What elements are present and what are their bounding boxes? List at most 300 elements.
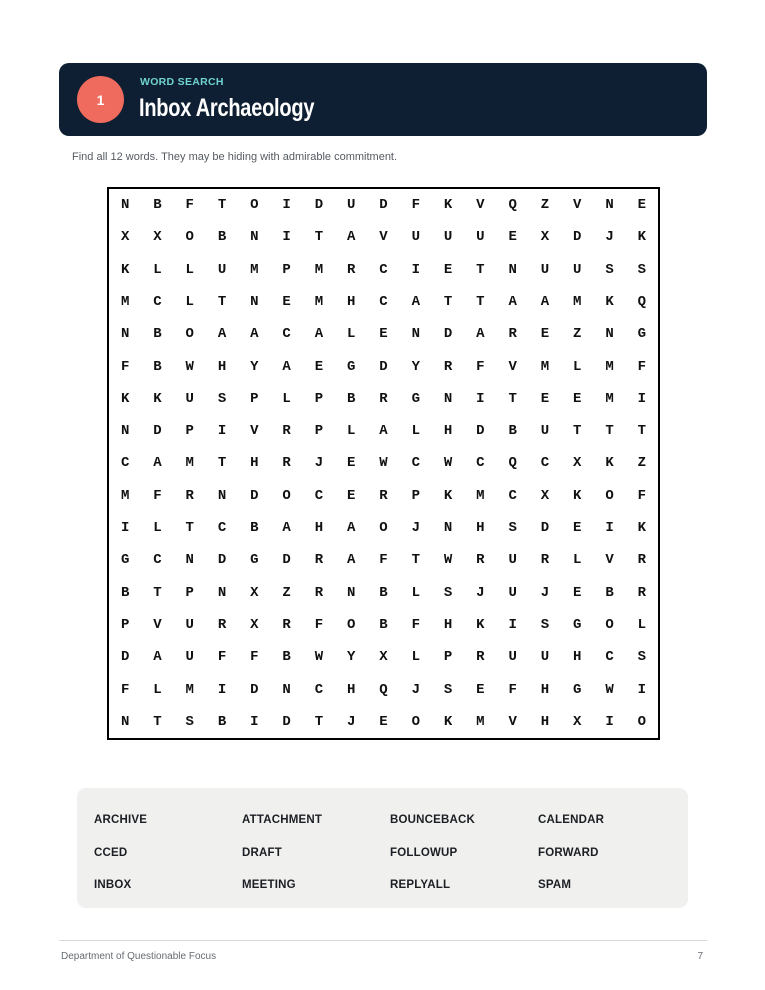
- grid-cell[interactable]: L: [185, 294, 194, 311]
- grid-cell[interactable]: O: [250, 197, 259, 214]
- grid-cell[interactable]: N: [411, 326, 420, 343]
- word-list-item: CCED: [94, 846, 128, 859]
- grid-cell[interactable]: U: [540, 261, 550, 278]
- grid-cell[interactable]: C: [153, 552, 162, 569]
- grid-cell[interactable]: V: [508, 713, 517, 730]
- grid-cell[interactable]: Z: [573, 326, 582, 343]
- grid-cell[interactable]: B: [379, 616, 388, 633]
- grid-cell[interactable]: T: [217, 455, 227, 472]
- grid-cell[interactable]: O: [379, 520, 388, 537]
- grid-cell[interactable]: H: [540, 681, 550, 698]
- grid-cell[interactable]: M: [605, 390, 614, 407]
- grid-cell[interactable]: C: [476, 455, 485, 472]
- grid-cell[interactable]: U: [573, 261, 582, 278]
- grid-cell[interactable]: E: [443, 261, 453, 278]
- grid-cell[interactable]: D: [153, 423, 162, 440]
- grid-cell[interactable]: P: [185, 423, 194, 440]
- grid-cell[interactable]: O: [282, 487, 291, 504]
- grid-cell[interactable]: L: [153, 681, 162, 698]
- grid-cell[interactable]: M: [476, 487, 485, 504]
- grid-cell[interactable]: N: [250, 294, 259, 311]
- grid-cell[interactable]: P: [185, 584, 194, 601]
- grid-cell[interactable]: J: [314, 455, 324, 472]
- grid-cell[interactable]: K: [605, 294, 614, 311]
- word-list-item: ARCHIVE: [94, 814, 148, 826]
- grid-cell[interactable]: C: [411, 455, 420, 472]
- grid-cell[interactable]: M: [185, 681, 194, 698]
- grid-cell[interactable]: N: [346, 584, 356, 601]
- grid-cell[interactable]: C: [314, 487, 324, 504]
- grid-cell[interactable]: U: [508, 584, 517, 601]
- grid-cell[interactable]: D: [217, 552, 227, 569]
- grid-cell[interactable]: Y: [346, 649, 356, 666]
- grid-cell[interactable]: U: [443, 229, 453, 246]
- grid-cell[interactable]: Y: [411, 358, 420, 375]
- grid-cell[interactable]: S: [217, 390, 227, 407]
- grid-cell[interactable]: K: [120, 390, 130, 407]
- grid-cell[interactable]: G: [573, 681, 582, 698]
- grid-cell[interactable]: E: [540, 326, 550, 343]
- grid-cell[interactable]: L: [411, 649, 420, 666]
- grid-cell[interactable]: K: [443, 487, 453, 504]
- grid-cell[interactable]: T: [637, 423, 647, 440]
- grid-cell[interactable]: W: [314, 649, 324, 666]
- grid-cell[interactable]: N: [282, 681, 291, 698]
- grid-cell[interactable]: T: [411, 552, 420, 569]
- grid-cell[interactable]: R: [314, 552, 324, 569]
- grid-cell[interactable]: C: [379, 294, 388, 311]
- grid-cell[interactable]: N: [605, 326, 614, 343]
- grid-cell[interactable]: I: [637, 681, 647, 698]
- word-list-item: FORWARD: [538, 846, 599, 859]
- grid-cell[interactable]: U: [508, 552, 517, 569]
- grid-cell[interactable]: E: [508, 229, 517, 246]
- grid-cell[interactable]: V: [250, 423, 259, 440]
- grid-cell[interactable]: F: [314, 616, 324, 633]
- grid-cell[interactable]: B: [282, 649, 291, 666]
- grid-cell[interactable]: A: [153, 649, 162, 666]
- grid-cell[interactable]: E: [346, 455, 356, 472]
- grid-cell[interactable]: J: [540, 584, 550, 601]
- grid-cell[interactable]: G: [120, 552, 130, 569]
- grid-cell[interactable]: I: [476, 390, 485, 407]
- grid-cell[interactable]: A: [346, 229, 356, 246]
- grid-cell[interactable]: B: [217, 713, 227, 730]
- grid-cell[interactable]: C: [379, 261, 388, 278]
- grid-cell[interactable]: S: [185, 713, 194, 730]
- grid-cell[interactable]: U: [540, 649, 550, 666]
- grid-cell[interactable]: T: [476, 294, 485, 311]
- section-kicker: WORD SEARCH: [140, 76, 224, 88]
- grid-cell[interactable]: E: [282, 294, 291, 311]
- grid-cell[interactable]: R: [476, 552, 485, 569]
- grid-cell[interactable]: U: [476, 229, 485, 246]
- grid-cell[interactable]: C: [605, 649, 614, 666]
- grid-cell[interactable]: U: [540, 423, 550, 440]
- grid-cell[interactable]: C: [217, 520, 227, 537]
- grid-cell[interactable]: N: [217, 584, 227, 601]
- grid-cell[interactable]: X: [250, 584, 259, 601]
- grid-cell[interactable]: N: [185, 552, 194, 569]
- grid-cell[interactable]: I: [282, 229, 291, 246]
- grid-cell[interactable]: V: [379, 229, 388, 246]
- grid-cell[interactable]: F: [120, 681, 130, 698]
- grid-cell[interactable]: M: [476, 713, 485, 730]
- grid-cell[interactable]: G: [250, 552, 259, 569]
- grid-cell[interactable]: A: [250, 326, 259, 343]
- grid-cell[interactable]: U: [411, 229, 420, 246]
- grid-cell[interactable]: D: [476, 423, 485, 440]
- grid-cell[interactable]: H: [250, 455, 259, 472]
- grid-cell[interactable]: B: [153, 197, 162, 214]
- grid-cell[interactable]: L: [573, 552, 582, 569]
- grid-cell[interactable]: E: [573, 390, 582, 407]
- grid-cell[interactable]: R: [346, 261, 356, 278]
- grid-cell[interactable]: O: [605, 487, 614, 504]
- grid-cell[interactable]: R: [282, 616, 291, 633]
- grid-cell[interactable]: U: [185, 649, 194, 666]
- grid-cell[interactable]: E: [379, 713, 388, 730]
- grid-cell[interactable]: S: [443, 681, 453, 698]
- grid-cell[interactable]: A: [153, 455, 162, 472]
- grid-cell[interactable]: F: [476, 358, 485, 375]
- grid-cell[interactable]: K: [637, 520, 647, 537]
- grid-cell[interactable]: R: [443, 358, 453, 375]
- grid-cell[interactable]: P: [314, 423, 324, 440]
- grid-cell[interactable]: T: [217, 197, 227, 214]
- grid-cell[interactable]: C: [120, 455, 130, 472]
- grid-cell[interactable]: B: [250, 520, 259, 537]
- grid-cell[interactable]: W: [443, 455, 453, 472]
- grid-cell[interactable]: R: [508, 326, 517, 343]
- grid-cell[interactable]: P: [314, 390, 324, 407]
- grid-cell[interactable]: Q: [379, 681, 388, 698]
- grid-cell[interactable]: K: [443, 197, 453, 214]
- grid-cell[interactable]: D: [443, 326, 453, 343]
- grid-cell[interactable]: H: [443, 423, 453, 440]
- grid-cell[interactable]: L: [282, 390, 291, 407]
- grid-cell[interactable]: I: [217, 681, 227, 698]
- grid-cell[interactable]: X: [153, 229, 162, 246]
- grid-cell[interactable]: F: [379, 552, 388, 569]
- grid-cell[interactable]: R: [379, 390, 388, 407]
- grid-cell[interactable]: W: [185, 358, 194, 375]
- grid-cell[interactable]: Z: [282, 584, 291, 601]
- word-list-item: BOUNCEBACK: [390, 814, 476, 826]
- grid-cell[interactable]: A: [476, 326, 485, 343]
- grid-cell[interactable]: D: [379, 197, 388, 214]
- grid-cell[interactable]: A: [508, 294, 517, 311]
- grid-cell[interactable]: F: [637, 358, 647, 375]
- grid-cell[interactable]: S: [540, 616, 550, 633]
- grid-cell[interactable]: X: [120, 229, 130, 246]
- grid-cell[interactable]: D: [250, 487, 259, 504]
- grid-cell[interactable]: F: [217, 649, 227, 666]
- grid-cell[interactable]: R: [637, 552, 647, 569]
- grid-cell[interactable]: T: [217, 294, 227, 311]
- grid-cell[interactable]: E: [314, 358, 324, 375]
- grid-cell[interactable]: A: [411, 294, 420, 311]
- grid-cell[interactable]: V: [508, 358, 517, 375]
- grid-cell[interactable]: H: [346, 681, 356, 698]
- grid-cell[interactable]: F: [637, 487, 647, 504]
- page-number: 7: [697, 951, 703, 962]
- grid-cell[interactable]: M: [540, 358, 550, 375]
- grid-cell[interactable]: S: [637, 261, 647, 278]
- grid-cell[interactable]: R: [282, 455, 291, 472]
- grid-cell[interactable]: N: [508, 261, 517, 278]
- grid-cell[interactable]: D: [120, 649, 130, 666]
- grid-cell[interactable]: R: [217, 616, 227, 633]
- grid-cell[interactable]: F: [153, 487, 162, 504]
- grid-cell[interactable]: Z: [540, 197, 550, 214]
- grid-cell[interactable]: P: [120, 616, 130, 633]
- grid-cell[interactable]: W: [443, 552, 453, 569]
- grid-cell[interactable]: M: [605, 358, 614, 375]
- grid-cell[interactable]: N: [120, 423, 130, 440]
- grid-cell[interactable]: V: [153, 616, 162, 633]
- grid-cell[interactable]: X: [250, 616, 259, 633]
- grid-cell[interactable]: I: [282, 197, 291, 214]
- grid-cell[interactable]: T: [476, 261, 485, 278]
- grid-cell[interactable]: D: [540, 520, 550, 537]
- grid-cell[interactable]: L: [411, 423, 420, 440]
- grid-cell[interactable]: T: [573, 423, 582, 440]
- grid-cell[interactable]: V: [605, 552, 614, 569]
- grid-cell[interactable]: O: [185, 326, 194, 343]
- grid-cell[interactable]: J: [476, 584, 485, 601]
- grid-cell[interactable]: I: [250, 713, 259, 730]
- grid-cell[interactable]: I: [605, 520, 614, 537]
- grid-cell[interactable]: T: [314, 713, 324, 730]
- grid-cell[interactable]: R: [379, 487, 388, 504]
- grid-cell[interactable]: I: [508, 616, 517, 633]
- grid-cell[interactable]: N: [250, 229, 259, 246]
- grid-cell[interactable]: C: [153, 294, 162, 311]
- grid-cell[interactable]: A: [379, 423, 388, 440]
- grid-cell[interactable]: R: [185, 487, 194, 504]
- grid-cell[interactable]: X: [540, 487, 550, 504]
- grid-cell[interactable]: U: [217, 261, 227, 278]
- grid-cell[interactable]: L: [153, 520, 162, 537]
- grid-cell[interactable]: D: [314, 197, 324, 214]
- grid-cell[interactable]: B: [379, 584, 388, 601]
- grid-cell[interactable]: I: [217, 423, 227, 440]
- grid-cell[interactable]: C: [282, 326, 291, 343]
- grid-cell[interactable]: O: [637, 713, 647, 730]
- grid-cell[interactable]: Q: [508, 455, 517, 472]
- grid-cell[interactable]: A: [314, 326, 324, 343]
- grid-cell[interactable]: B: [605, 584, 614, 601]
- grid-cell[interactable]: K: [605, 455, 614, 472]
- grid-cell[interactable]: O: [185, 229, 194, 246]
- grid-cell[interactable]: L: [411, 584, 420, 601]
- grid-cell[interactable]: I: [411, 261, 420, 278]
- grid-cell[interactable]: I: [120, 520, 130, 537]
- grid-cell[interactable]: M: [120, 487, 130, 504]
- grid-cell[interactable]: G: [573, 616, 582, 633]
- grid-cell[interactable]: C: [508, 487, 517, 504]
- grid-cell[interactable]: B: [120, 584, 130, 601]
- grid-cell[interactable]: F: [185, 197, 194, 214]
- grid-cell[interactable]: K: [637, 229, 647, 246]
- grid-cell[interactable]: B: [217, 229, 227, 246]
- grid-cell[interactable]: E: [573, 584, 582, 601]
- grid-cell[interactable]: L: [185, 261, 194, 278]
- grid-cell[interactable]: R: [314, 584, 324, 601]
- grid-cell[interactable]: S: [637, 649, 647, 666]
- grid-cell[interactable]: Q: [508, 197, 517, 214]
- grid-cell[interactable]: Z: [637, 455, 647, 472]
- grid-cell[interactable]: C: [540, 455, 550, 472]
- grid-cell[interactable]: T: [185, 520, 194, 537]
- grid-cell[interactable]: G: [637, 326, 647, 343]
- grid-cell[interactable]: E: [346, 487, 356, 504]
- grid-cell[interactable]: B: [508, 423, 517, 440]
- grid-cell[interactable]: H: [314, 520, 324, 537]
- grid-cell[interactable]: O: [346, 616, 356, 633]
- grid-cell[interactable]: H: [217, 358, 227, 375]
- grid-cell[interactable]: P: [282, 261, 291, 278]
- grid-cell[interactable]: F: [250, 649, 259, 666]
- grid-cell[interactable]: L: [573, 358, 582, 375]
- grid-cell[interactable]: R: [637, 584, 647, 601]
- grid-cell[interactable]: M: [573, 294, 582, 311]
- grid-cell[interactable]: J: [605, 229, 614, 246]
- grid-cell[interactable]: D: [282, 713, 291, 730]
- grid-cell[interactable]: O: [605, 616, 614, 633]
- grid-cell[interactable]: P: [411, 487, 420, 504]
- grid-cell[interactable]: J: [411, 681, 420, 698]
- grid-cell[interactable]: S: [443, 584, 453, 601]
- grid-cell[interactable]: G: [411, 390, 420, 407]
- grid-cell[interactable]: H: [476, 520, 485, 537]
- grid-cell[interactable]: K: [443, 713, 453, 730]
- grid-cell[interactable]: U: [346, 197, 356, 214]
- grid-cell[interactable]: D: [250, 681, 259, 698]
- grid-cell[interactable]: C: [314, 681, 324, 698]
- grid-cell[interactable]: F: [508, 681, 517, 698]
- grid-cell[interactable]: N: [120, 326, 130, 343]
- grid-cell[interactable]: B: [153, 326, 162, 343]
- grid-cell[interactable]: H: [540, 713, 550, 730]
- grid-cell[interactable]: E: [637, 197, 647, 214]
- grid-cell[interactable]: R: [282, 423, 291, 440]
- grid-cell[interactable]: Y: [250, 358, 259, 375]
- grid-cell[interactable]: E: [540, 390, 550, 407]
- grid-cell[interactable]: K: [120, 261, 130, 278]
- grid-cell[interactable]: H: [346, 294, 356, 311]
- grid-cell[interactable]: N: [217, 487, 227, 504]
- grid-cell[interactable]: P: [250, 390, 259, 407]
- grid-cell[interactable]: S: [605, 261, 614, 278]
- grid-cell[interactable]: W: [379, 455, 388, 472]
- grid-cell[interactable]: B: [153, 358, 162, 375]
- grid-cell[interactable]: B: [346, 390, 356, 407]
- grid-cell[interactable]: A: [540, 294, 550, 311]
- footer-department: Department of Questionable Focus: [61, 951, 217, 962]
- grid-cell[interactable]: A: [282, 358, 291, 375]
- grid-cell[interactable]: T: [605, 423, 614, 440]
- grid-cell[interactable]: D: [573, 229, 582, 246]
- grid-cell[interactable]: S: [508, 520, 517, 537]
- grid-cell[interactable]: M: [120, 294, 130, 311]
- grid-cell[interactable]: F: [120, 358, 130, 375]
- word-list-item: CALENDAR: [538, 814, 605, 826]
- grid-cell[interactable]: D: [282, 552, 291, 569]
- grid-cell[interactable]: N: [605, 197, 614, 214]
- grid-cell[interactable]: Q: [637, 294, 647, 311]
- grid-cell[interactable]: A: [346, 552, 356, 569]
- grid-cell[interactable]: T: [153, 584, 162, 601]
- grid-cell[interactable]: E: [476, 681, 485, 698]
- grid-cell[interactable]: R: [476, 649, 485, 666]
- grid-cell[interactable]: M: [185, 455, 194, 472]
- grid-cell[interactable]: K: [153, 390, 162, 407]
- grid-cell[interactable]: W: [605, 681, 614, 698]
- grid-cell[interactable]: M: [314, 294, 324, 311]
- grid-cell[interactable]: T: [314, 229, 324, 246]
- grid-cell[interactable]: L: [153, 261, 162, 278]
- grid-cell[interactable]: N: [120, 713, 130, 730]
- grid-cell[interactable]: L: [637, 616, 647, 633]
- grid-cell[interactable]: T: [153, 713, 162, 730]
- puzzle-number-badge: 1: [77, 76, 124, 123]
- grid-cell[interactable]: X: [573, 455, 582, 472]
- grid-cell[interactable]: I: [637, 390, 647, 407]
- grid-cell[interactable]: M: [250, 261, 259, 278]
- grid-cell[interactable]: R: [540, 552, 550, 569]
- grid-cell[interactable]: J: [411, 520, 420, 537]
- grid-cell[interactable]: A: [217, 326, 227, 343]
- word-list-item: DRAFT: [242, 846, 282, 859]
- grid-cell[interactable]: V: [573, 197, 582, 214]
- grid-cell[interactable]: K: [476, 616, 485, 633]
- grid-cell[interactable]: K: [573, 487, 582, 504]
- grid-cell[interactable]: L: [346, 326, 356, 343]
- grid-cell[interactable]: L: [346, 423, 356, 440]
- grid-cell[interactable]: U: [185, 390, 194, 407]
- grid-cell[interactable]: X: [540, 229, 550, 246]
- grid-cell[interactable]: E: [379, 326, 388, 343]
- grid-cell[interactable]: F: [411, 616, 420, 633]
- grid-cell[interactable]: U: [185, 616, 194, 633]
- grid-cell[interactable]: N: [443, 520, 453, 537]
- grid-cell[interactable]: F: [411, 197, 420, 214]
- grid-cell[interactable]: U: [508, 649, 517, 666]
- grid-cell[interactable]: I: [605, 713, 614, 730]
- grid-cell[interactable]: M: [314, 261, 324, 278]
- grid-cell[interactable]: H: [573, 649, 582, 666]
- grid-cell[interactable]: V: [476, 197, 485, 214]
- grid-cell[interactable]: N: [443, 390, 453, 407]
- grid-cell[interactable]: H: [443, 616, 453, 633]
- grid-cell[interactable]: A: [282, 520, 291, 537]
- grid-cell[interactable]: O: [411, 713, 420, 730]
- grid-cell[interactable]: T: [508, 390, 517, 407]
- grid-cell[interactable]: N: [120, 197, 130, 214]
- grid-cell[interactable]: E: [573, 520, 582, 537]
- grid-cell[interactable]: D: [379, 358, 388, 375]
- grid-cell[interactable]: T: [443, 294, 453, 311]
- grid-cell[interactable]: X: [379, 649, 388, 666]
- grid-cell[interactable]: P: [443, 649, 453, 666]
- word-list-item: REPLYALL: [390, 879, 451, 891]
- grid-cell[interactable]: A: [346, 520, 356, 537]
- grid-cell[interactable]: J: [346, 713, 356, 730]
- grid-cell[interactable]: X: [573, 713, 582, 730]
- grid-cell[interactable]: G: [346, 358, 356, 375]
